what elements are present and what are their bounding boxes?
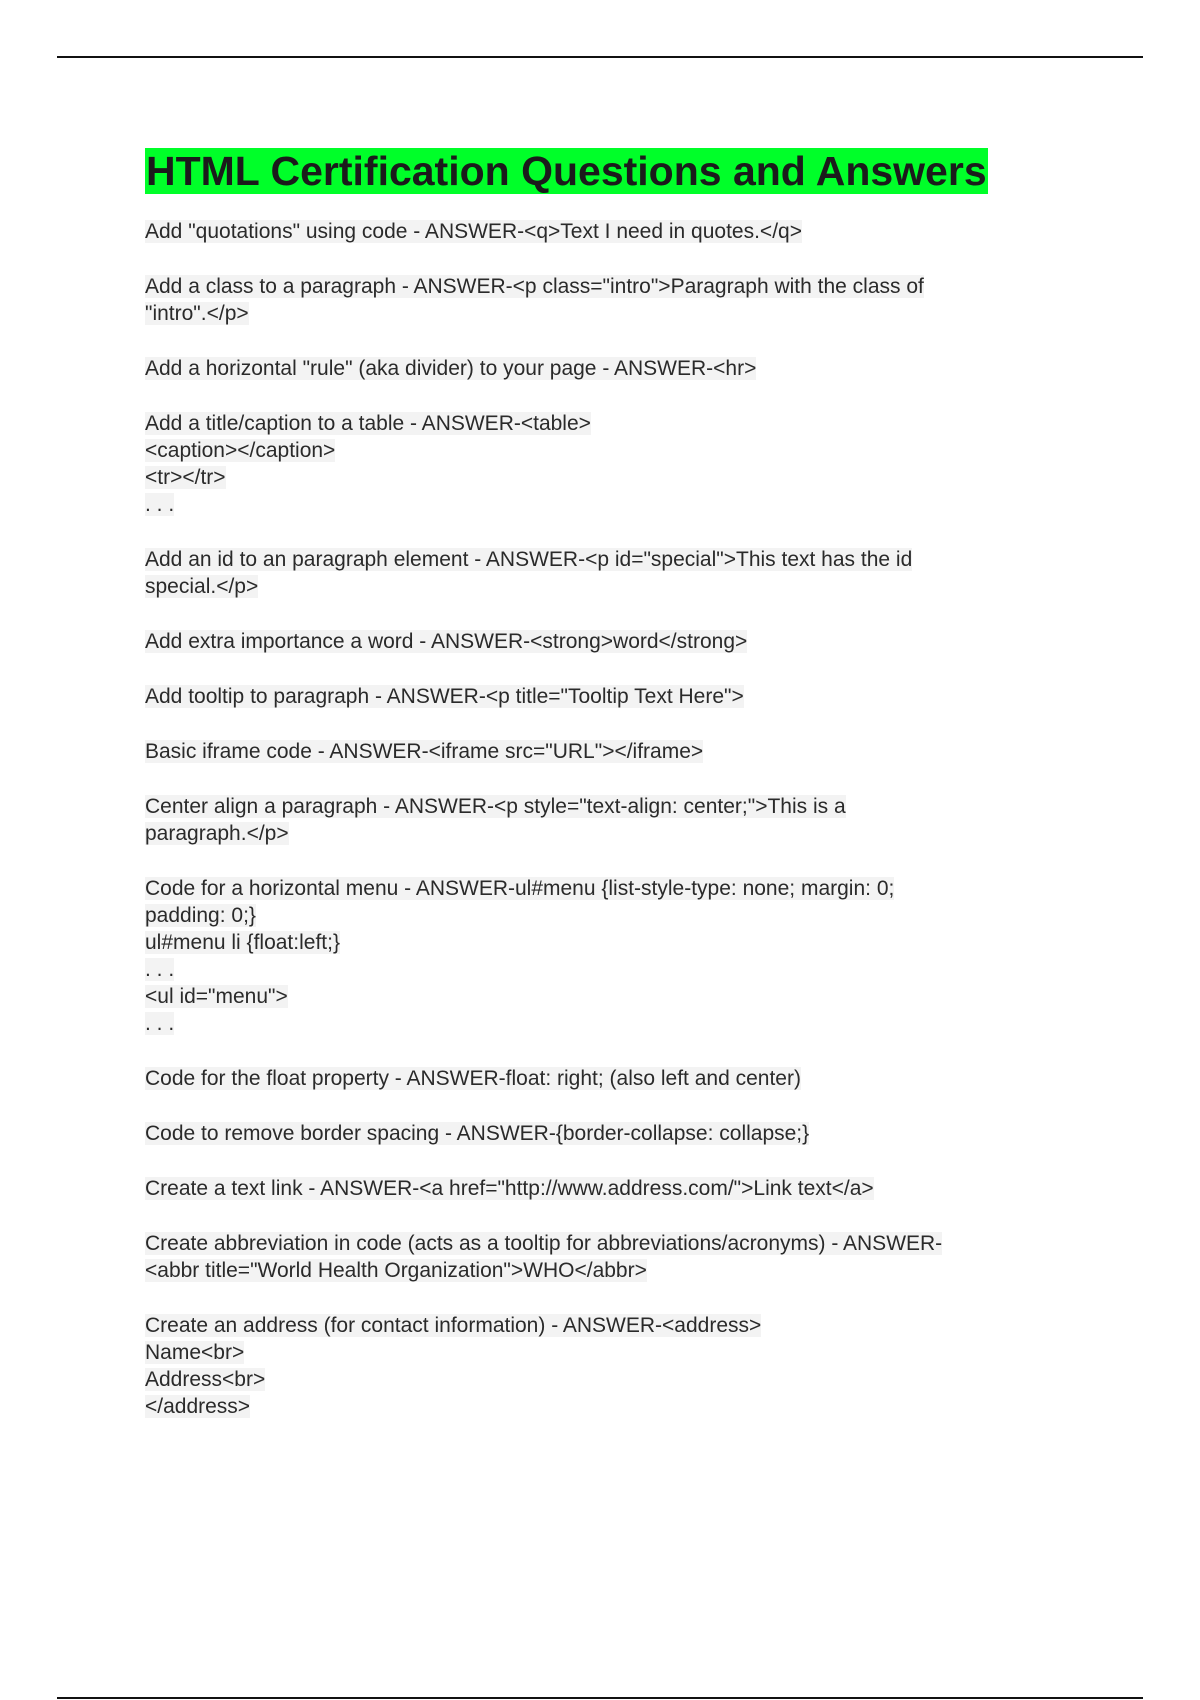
qa-line — [145, 1312, 1075, 1339]
qa-line — [145, 1339, 1075, 1366]
qa-item — [145, 273, 1075, 327]
qa-line — [145, 300, 1075, 327]
qa-item — [145, 1175, 1075, 1202]
qa-line-text: Basic iframe code - ANSWER-<iframe src="URL"></iframe> — [145, 740, 704, 763]
qa-line-text: Add a horizontal "rule" (aka divider) to your page - ANSWER-<hr> — [145, 357, 757, 380]
qa-line-text: Code to remove border spacing - ANSWER-{border-collapse: collapse;} — [145, 1122, 810, 1145]
qa-line — [145, 1230, 1075, 1257]
qa-line-text: Create an address (for contact information) - ANSWER-<address> — [145, 1314, 762, 1337]
qa-line-text: ul#menu li {float:left;} — [145, 931, 340, 954]
qa-item — [145, 355, 1075, 382]
qa-list — [145, 218, 1075, 1420]
qa-line — [145, 902, 1075, 929]
qa-line — [145, 983, 1075, 1010]
qa-line-text: Add a title/caption to a table - ANSWER-<table> — [145, 412, 591, 435]
qa-line — [145, 793, 1075, 820]
qa-line — [145, 738, 1075, 765]
qa-line-text: Code for the float property - ANSWER-float: right; (also left and center) — [145, 1067, 801, 1090]
qa-item — [145, 875, 1075, 1037]
qa-item — [145, 1065, 1075, 1092]
qa-line — [145, 1010, 1075, 1037]
page-title: HTML Certification Questions and Answers — [146, 148, 987, 194]
qa-line — [145, 1120, 1075, 1147]
qa-line — [145, 218, 1075, 245]
bottom-rule — [57, 1697, 1143, 1699]
qa-line — [145, 546, 1075, 573]
title-block — [145, 146, 1075, 196]
qa-line-text: Add an id to an paragraph element - ANSWER-<p id="special">This text has the id — [145, 548, 913, 571]
qa-item — [145, 218, 1075, 245]
qa-line — [145, 491, 1075, 518]
qa-item — [145, 793, 1075, 847]
qa-item — [145, 1230, 1075, 1284]
qa-item — [145, 738, 1075, 765]
qa-line — [145, 628, 1075, 655]
qa-line-text: Address<br> — [145, 1368, 266, 1391]
qa-item — [145, 683, 1075, 710]
qa-line — [145, 273, 1075, 300]
qa-item — [145, 628, 1075, 655]
qa-line — [145, 1065, 1075, 1092]
qa-line — [145, 573, 1075, 600]
qa-line — [145, 875, 1075, 902]
qa-line-text: </address> — [145, 1395, 251, 1418]
document-body — [145, 146, 1075, 1448]
qa-line-text: Create abbreviation in code (acts as a tooltip for abbreviations/acronyms) - ANSWER- — [145, 1232, 943, 1255]
qa-line — [145, 1257, 1075, 1284]
qa-line-text: <tr></tr> — [145, 466, 226, 489]
qa-line-text: . . . — [145, 493, 175, 516]
qa-line-text: Add extra importance a word - ANSWER-<strong>word</strong> — [145, 630, 748, 653]
top-rule — [57, 56, 1143, 58]
qa-line — [145, 1366, 1075, 1393]
qa-line-text: Center align a paragraph - ANSWER-<p style="text-align: center;">This is a — [145, 795, 846, 818]
qa-line — [145, 355, 1075, 382]
qa-line — [145, 437, 1075, 464]
qa-line-text: . . . — [145, 958, 175, 981]
qa-line-text: "intro".</p> — [145, 302, 249, 325]
qa-line-text: paragraph.</p> — [145, 822, 289, 845]
qa-item — [145, 546, 1075, 600]
qa-line-text: Add "quotations" using code - ANSWER-<q>Text I need in quotes.</q> — [145, 220, 802, 243]
qa-line-text: Name<br> — [145, 1341, 245, 1364]
qa-line-text: Code for a horizontal menu - ANSWER-ul#menu {list-style-type: none; margin: 0; — [145, 877, 895, 900]
qa-line — [145, 410, 1075, 437]
qa-line — [145, 683, 1075, 710]
qa-line — [145, 464, 1075, 491]
qa-line — [145, 956, 1075, 983]
qa-item — [145, 1120, 1075, 1147]
qa-line-text: Create a text link - ANSWER-<a href="http://www.address.com/">Link text</a> — [145, 1177, 874, 1200]
qa-line-text: <caption></caption> — [145, 439, 336, 462]
qa-line — [145, 1393, 1075, 1420]
qa-line-text: <ul id="menu"> — [145, 985, 288, 1008]
qa-line-text: padding: 0;} — [145, 904, 256, 927]
qa-line-text: <abbr title="World Health Organization">WHO</abbr> — [145, 1259, 647, 1282]
qa-line — [145, 929, 1075, 956]
qa-item — [145, 1312, 1075, 1420]
qa-line — [145, 1175, 1075, 1202]
qa-line-text: special.</p> — [145, 575, 259, 598]
qa-item — [145, 410, 1075, 518]
qa-line — [145, 820, 1075, 847]
qa-line-text: Add a class to a paragraph - ANSWER-<p class="intro">Paragraph with the class of — [145, 275, 924, 298]
qa-line-text: . . . — [145, 1012, 175, 1035]
qa-line-text: Add tooltip to paragraph - ANSWER-<p title="Tooltip Text Here"> — [145, 685, 744, 708]
